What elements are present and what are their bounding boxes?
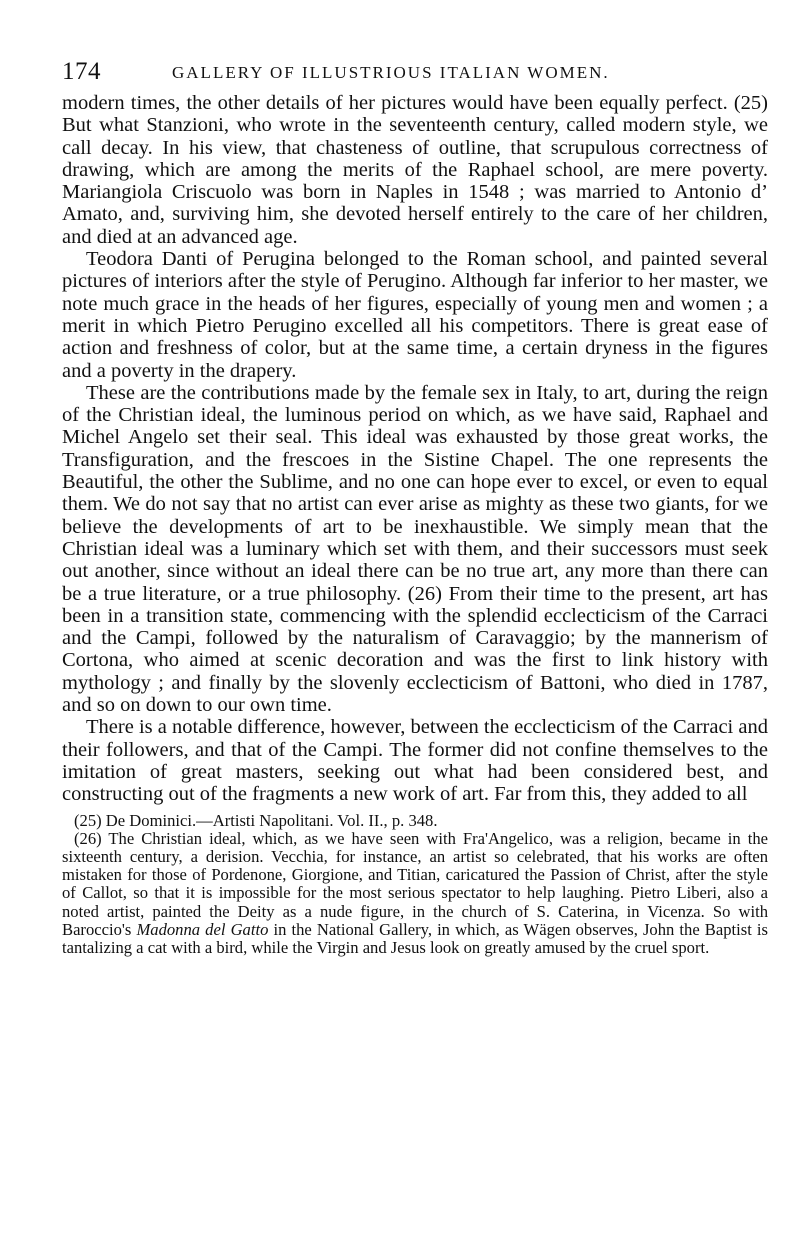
book-page — [62, 52, 768, 957]
paragraph-3: These are the contributions made by the female sex in Italy, to art, during the reign of the Christian ideal, the luminous period on which, as we have said, Raphael and Michel Angelo set their seal. This ideal was exhausted by those great works, the Transfiguration, and the frescoes in the Sistine Chapel. The one represents the Beautiful, the other the Sublime, and no one can hope ever to excel, or even to equal them. We do not say that no artist can ever arise as mighty as these two giants, for we believe the developments of art to be inexhaustible. We simply mean that the Christian ideal was a luminary which set with them, and their successors must seek out another, since without an ideal there can be no true art, any more than there can be a true literature, or a true philosophy. (26) From their time to the present, art has been in a transition state, commencing with the splendid ecclecticism of the Carraci and the Campi, followed by the naturalism of Caravaggio; by the mannerism of Cortona, who aimed at scenic decoration and was the first to link history with mythology ; and finally by the slovenly ecclecticism of Battoni, who died in 1787, and so on down to our own time. — [62, 381, 768, 717]
paragraph-4: There is a notable difference, however, between the ecclecticism of the Carraci and their followers, and that of the Campi. The former did not confine themselves to the imitation of great masters, seeking out what had been considered best, and constructing out of the fragments a new work of art. Far from this, they added to all — [62, 716, 768, 806]
footnote-26-text: (26) The Christian ideal, which, as we have seen with Fra'Angelico, was a religion, became in the sixteenth century, a derision. Vecchia, for instance, an artist so celebrated, that his works are often mistaken for those of Pordenone, Giorgione, and Titian, caricatured the Passion of Christ, after the style of Callot, so that it is impossible for the most serious spectator to help laughing. Pietro Liberi, also a noted artist, painted the Deity as a nude figure, in the church of S. Caterina, in Vicenza. So with Baroccio's — [62, 828, 768, 939]
paragraph-1: modern times, the other details of her pictures would have been equally perfect. (25) But what Stanzioni, who wrote in the seventeenth century, called modern style, we call decay. In his view, that chasteness of outline, that scrupulous correctness of drawing, which are among the merits of the Raphael school, are mere poverty. Mariangiola Criscuolo was born in Naples in 1548 ; was married to Antonio d’ Amato, and, surviving him, she devoted herself entirely to the care of her children, and died at an advanced age. — [62, 92, 768, 248]
footnotes — [62, 812, 768, 958]
page-header — [62, 52, 768, 92]
paragraph-2: Teodora Danti of Perugina belonged to the Roman school, and painted several pictures of interiors after the style of Perugino. Although far inferior to her master, we note much grace in the heads of her figures, especially of young men and women ; a merit in which Pietro Perugino excelled all his competitors. There is great ease of action and freshness of color, but at the same time, a certain dryness in the figures and a poverty in the drapery. — [62, 248, 768, 382]
footnote-25: (25) De Dominici.—Artisti Napolitani. Vol. II., p. 348. — [74, 810, 438, 830]
footnote-26 — [62, 830, 768, 957]
page-number: 174 — [62, 58, 101, 85]
footnote-26-italic-title: Madonna del Gatto — [136, 919, 269, 939]
footnote-26-text-end: in the National Gallery, in which, as Wägen observes, John the Baptist is tantalizing a cat with a bird, while the Virgin and Jesus look on greatly amused by the cruel sport. — [62, 919, 769, 957]
running-title: GALLERY OF ILLUSTRIOUS ITALIAN WOMEN. — [172, 63, 610, 82]
main-text — [62, 92, 768, 806]
